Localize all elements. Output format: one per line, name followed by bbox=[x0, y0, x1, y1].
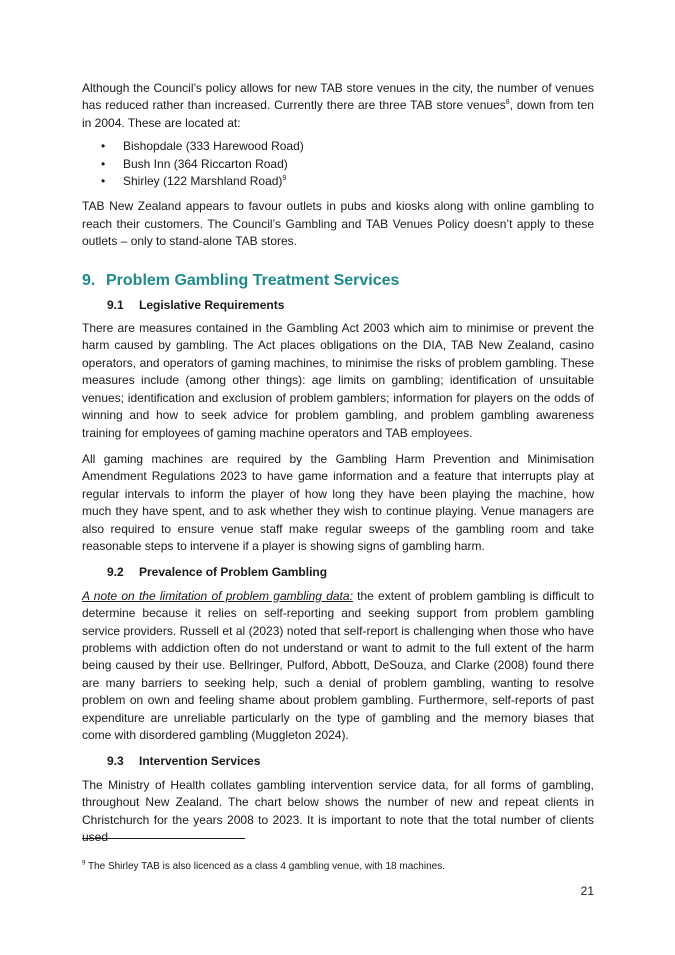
intervention-paragraph: The Ministry of Health collates gambling intervention service data, for all forms of gambling, throughout New Zealand. The chart below shows the number of new and repeat clients in Christchurch for the years 2008 to 2023. It is important to note that the total number of clients used bbox=[82, 777, 594, 845]
footnote-ref-9[interactable]: 9 bbox=[282, 175, 287, 183]
list-item: • Shirley (122 Marshland Road)$^9$ bbox=[82, 173, 594, 190]
document-body bbox=[82, 80, 594, 846]
subsection-heading-9-3: 9.3 Intervention Services bbox=[107, 754, 261, 769]
bullet-icon: • bbox=[101, 139, 106, 154]
intro-paragraph: Although the Council’s policy allows for new TAB store venues in the city, the number of venues has reduced rather than increased. Currently there are three TAB store venues$^8$, down from ten in 2004. These are located at: bbox=[82, 81, 594, 130]
footnote-ref-8[interactable]: 8 bbox=[505, 99, 510, 107]
legislative-paragraph-1: There are measures contained in the Gambling Act 2003 which aim to minimise or prevent the harm caused by gambling. The Act places obligations on the DIA, TAB New Zealand, casino operators, and operators of gaming machines, to minimise the risks of problem gambling. These measures include (among other things): age limits on gambling; identification of unsuitable venues; identification and exclusion of problem gamblers; information for players on the odds of winning and how to seek advice for problem gambling, and problem gambling awareness training for employees of gaming machine operators and TAB employees. bbox=[82, 321, 594, 440]
list-item: • Bush Inn (364 Riccarton Road) bbox=[82, 156, 594, 173]
bullet-icon: • bbox=[101, 174, 106, 189]
legislative-paragraph-2: All gaming machines are required by the Gambling Harm Prevention and Minimisation Amendment Regulations 2023 to have game information and a feature that interrupts play at regular intervals to inform the player of how long they have been playing the machine, how much they have spent, and to ask whether they wish to continue playing. Venue managers are also required to ensure venue staff make regular sweeps of the gambling room and take reasonable steps to intervene if a player is showing signs of gambling harm. bbox=[82, 451, 594, 553]
tab-venue-list bbox=[82, 138, 594, 190]
bullet-icon: • bbox=[101, 156, 106, 171]
page-number: 21 bbox=[580, 884, 594, 898]
footnote: $^9$ The Shirley TAB is also licenced as a class 4 gambling venue, with 18 machines. bbox=[82, 860, 445, 872]
prevalence-paragraph: A note on the limitation of problem gambling data: the extent of problem gambling is difficult to determine because it relies on self-reporting and seeking support from problem gambling service providers. Russell et al (2023) noted that self-report is challenging when those who have problems with addiction often do not understand or want to admit to the full extent of the harm being caused by their use. Bellringer, Pulford, Abbott, DeSouza, and Clarke (2008) found there are many barriers to seeking help, such a denial of problem gambling, wanting to resolve problem on own and feeling shame about problem gambling. Furthermore, self-reports of past expenditure are unreliable particularly on the type of gambling and the memory biases that come with disordered gambling (Muggleton 2024). bbox=[82, 588, 594, 742]
list-item: • Bishopdale (333 Harewood Road) bbox=[82, 138, 594, 155]
subsection-heading-9-2: 9.2 Prevalence of Problem Gambling bbox=[107, 565, 328, 580]
data-limitation-note: A note on the limitation of problem gambling data: bbox=[82, 588, 353, 603]
section-heading: 9. Problem Gambling Treatment Services bbox=[82, 271, 400, 289]
subsection-heading-9-1: 9.1 Legislative Requirements bbox=[107, 297, 285, 312]
footnote-divider bbox=[82, 838, 245, 839]
outlets-paragraph: TAB New Zealand appears to favour outlets in pubs and kiosks along with online gambling to reach their customers. The Council’s Gambling and TAB Venues Policy doesn’t apply to these outlets – only to stand-alone TAB stores. bbox=[82, 199, 594, 249]
